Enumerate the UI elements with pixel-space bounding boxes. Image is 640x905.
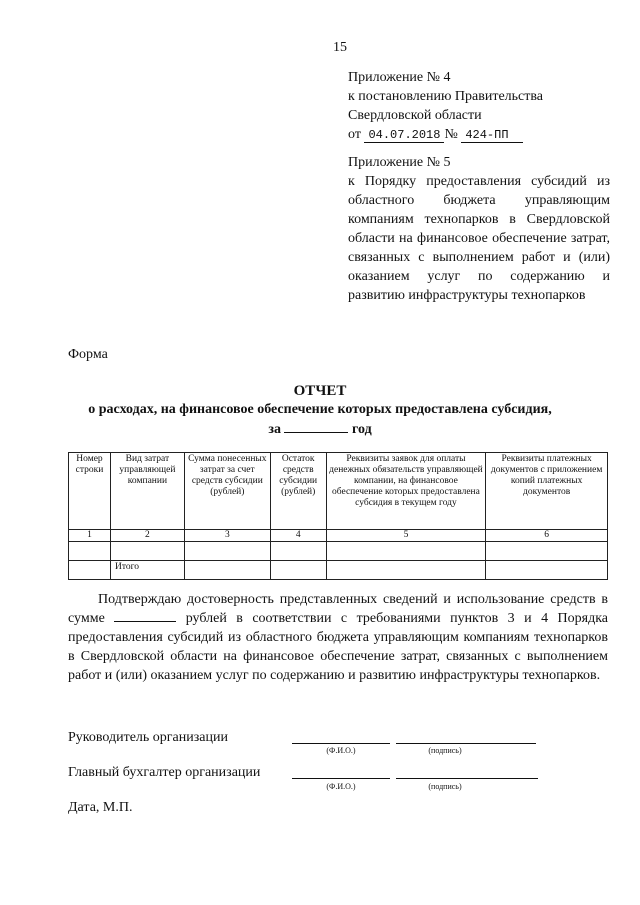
year-blank[interactable] (284, 420, 348, 433)
appendix-4-date-line (348, 125, 610, 144)
report-table (68, 452, 608, 580)
table-cell[interactable] (69, 542, 111, 561)
header-cell: Номер строки (69, 453, 111, 530)
table-total-row (69, 561, 608, 580)
head-sign-hint: (подпись) (428, 746, 462, 755)
date-stamp-label: Дата, М.П. (68, 800, 133, 815)
appendix-4-block (348, 68, 610, 144)
table-cell[interactable] (486, 542, 608, 561)
report-period (60, 420, 580, 438)
total-label: Итого (110, 561, 184, 580)
header-cell: Остаток средств субсидии (рублей) (270, 453, 326, 530)
column-number: 5 (326, 530, 486, 542)
column-number: 6 (486, 530, 608, 542)
accountant-signature-label: Главный бухгалтер организации (68, 765, 261, 780)
header-cell: Реквизиты заявок для оплаты денежных обязательств управляющей компании, на финансовое обеспечение которых предоставлена субсидия в текущем году (326, 453, 486, 530)
decree-date: 04.07.2018 (364, 128, 444, 143)
appendix-5-block (348, 153, 610, 305)
report-subtitle: о расходах, на финансовое обеспечение которых предоставлена субсидия, (88, 402, 552, 417)
accountant-fio-hint: (Ф.И.О.) (326, 782, 356, 791)
accountant-fio-line[interactable] (292, 778, 390, 779)
table-row (69, 542, 608, 561)
table-cell[interactable] (184, 561, 270, 580)
table-cell[interactable] (270, 542, 326, 561)
column-number: 1 (69, 530, 111, 542)
accountant-sign-hint: (подпись) (428, 782, 462, 791)
table-cell[interactable] (326, 561, 486, 580)
appendix-4-title: Приложение № 4 (348, 70, 451, 85)
table-cell[interactable] (270, 561, 326, 580)
head-sign-line[interactable] (396, 743, 536, 744)
column-number: 2 (110, 530, 184, 542)
table-column-number-row (69, 530, 608, 542)
head-fio-line[interactable] (292, 743, 390, 744)
accountant-sign-line[interactable] (396, 778, 538, 779)
amount-blank[interactable] (114, 609, 176, 622)
appendix-4-line2: к постановлению Правительства (348, 89, 544, 104)
confirmation-text-2: рублей в соответствии с требованиями пунктов 3 и 4 Порядка предоставления субсидий из областного бюджета управляющим компаниям технопарков в Свердловской области на финансовое обеспечение затрат, связанных с выполнением работ и (или) оказанием услуг по содержанию и развитию инфраструктуры технопарков. (68, 611, 609, 683)
report-title: ОТЧЕТ (293, 383, 347, 399)
header-cell: Сумма понесенных затрат за счет средств субсидии (рублей) (184, 453, 270, 530)
period-prefix: за (268, 422, 281, 437)
table-cell[interactable] (110, 542, 184, 561)
header-cell: Реквизиты платежных документов с приложением копий платежных документов (486, 453, 608, 530)
form-label: Форма (68, 347, 108, 362)
page-number: 15 (333, 40, 347, 55)
appendix-5-text: к Порядку предоставления субсидий из областного бюджета управляющим компаниям технопарков в Свердловской области на финансовое обеспечение затрат, связанных с выполнением работ и (или) оказанием услуг по содержанию и развитию инфраструктуры технопарков (348, 174, 610, 303)
confirmation-text-1: Подтверждаю достоверность представленных сведений и использование средств в сумме (68, 592, 608, 626)
table-cell[interactable] (184, 542, 270, 561)
column-number: 4 (270, 530, 326, 542)
column-number: 3 (184, 530, 270, 542)
table-cell[interactable] (486, 561, 608, 580)
number-label: № (444, 127, 458, 142)
decree-number: 424-ПП (461, 128, 522, 143)
confirmation-paragraph (68, 590, 608, 685)
head-signature-label: Руководитель организации (68, 730, 228, 745)
table-cell[interactable] (326, 542, 486, 561)
head-fio-hint: (Ф.И.О.) (326, 746, 356, 755)
table-header-row (69, 453, 608, 530)
period-suffix: год (351, 422, 372, 437)
header-cell: Вид затрат управляющей компании (110, 453, 184, 530)
appendix-5-title: Приложение № 5 (348, 155, 451, 170)
from-label: от (348, 127, 361, 142)
appendix-4-line3: Свердловской области (348, 108, 482, 123)
table-cell[interactable] (69, 561, 111, 580)
